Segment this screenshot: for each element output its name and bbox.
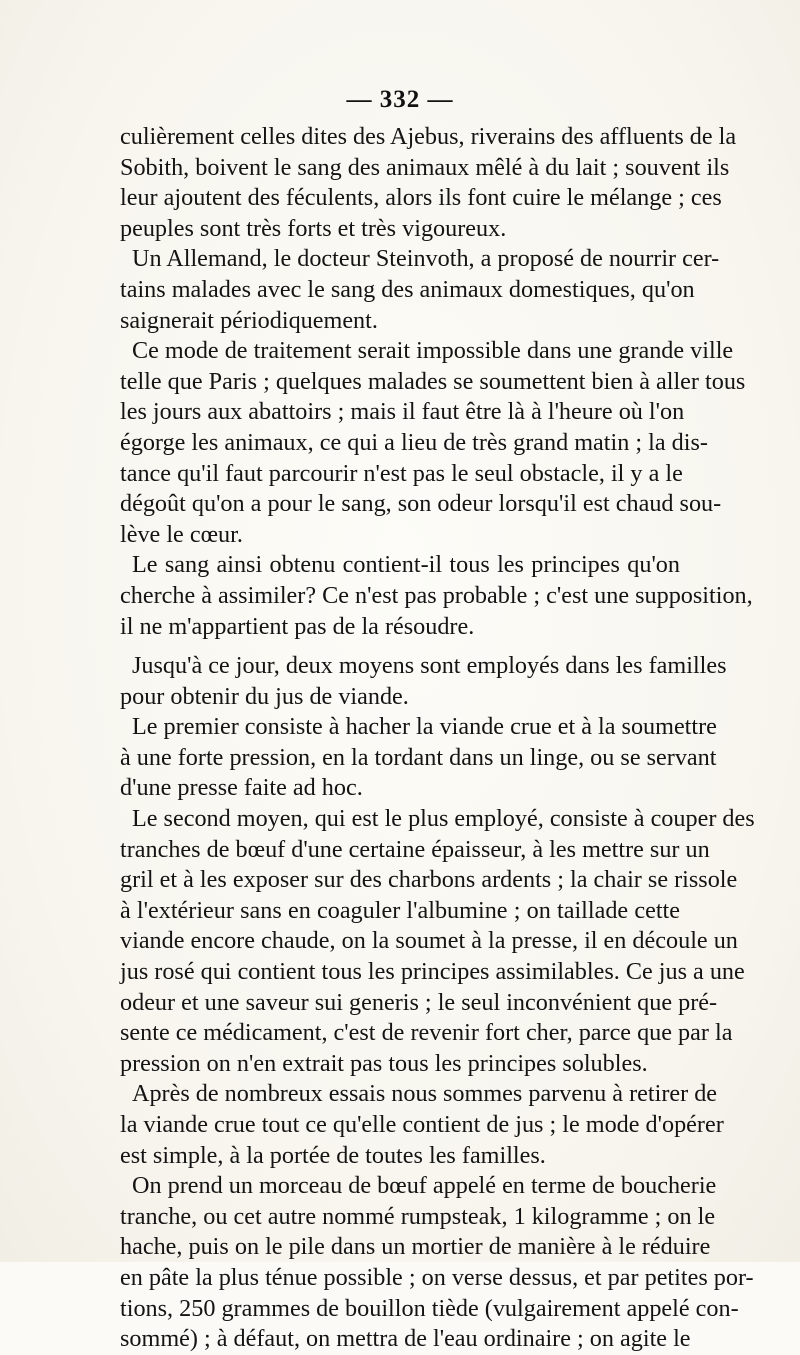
text-line: peuples sont très forts et très vigoureux. [120,214,507,242]
body-text [120,122,755,1355]
text-line: à une forte pression, en la tordant dans un linge, ou se servant [120,743,717,771]
page-number: — 332 — [346,86,454,113]
paragraph [120,336,746,550]
text-line: tranches de bœuf d'une certaine épaisseur, à les mettre sur un [120,835,710,863]
text-line: tions, 250 grammes de bouillon tiède (vulgairement appelé con- [120,1294,739,1322]
text-line: Après de nombreux essais nous sommes parvenu à retirer de [132,1080,718,1108]
text-line: Un Allemand, le docteur Steinvoth, a proposé de nourrir cer- [132,245,720,273]
text-line: en pâte la plus ténue possible ; on verse dessus, et par petites por- [120,1263,754,1291]
text-line: Sobith, boivent le sang des animaux mêlé à du lait ; souvent ils [120,153,730,181]
text-line: égorge les animaux, ce qui a lieu de très grand matin ; la dis- [120,428,708,456]
text-line: Ce mode de traitement serait impossible dans une grande ville [132,337,734,365]
text-line: leur ajoutent des féculents, alors ils font cuire le mélange ; ces [120,184,722,212]
text-line: Le second moyen, qui est le plus employé, consiste à couper des [132,805,755,833]
text-line: dégoût qu'on a pour le sang, son odeur lorsqu'il est chaud sou- [120,490,722,518]
paragraph [120,550,753,642]
text-line: tains malades avec le sang des animaux domestiques, qu'on [120,275,695,303]
text-line: Jusqu'à ce jour, deux moyens sont employés dans les familles [132,652,727,680]
paragraph [120,1171,754,1355]
paragraph [120,651,727,712]
text-line: pression on n'en extrait pas tous les principes solubles. [120,1049,648,1077]
paragraph [120,244,720,336]
text-line: culièrement celles dites des Ajebus, riverains des affluents de la [120,123,737,150]
text-line: sente ce médicament, c'est de revenir fort cher, parce que par la [120,1019,733,1047]
text-line: d'une presse faite ad hoc. [120,774,363,802]
text-line: saignerait périodiquement. [120,306,378,334]
text-line: les jours aux abattoirs ; mais il faut être là à l'heure où l'on [120,398,685,426]
text-line: tance qu'il faut parcourir n'est pas le seul obstacle, il y a le [120,459,683,487]
paragraph [120,122,737,244]
text-line: pour obtenir du jus de viande. [120,682,409,710]
text-line: jus rosé qui contient tous les principes assimilables. Ce jus a une [120,958,745,986]
paragraph [120,804,755,1079]
text-line: la viande crue tout ce qu'elle contient de jus ; le mode d'opérer [120,1111,724,1138]
text-line: tranche, ou cet autre nommé rumpsteak, 1 kilogramme ; on le [120,1202,716,1230]
text-line: Le premier consiste à hacher la viande crue et à la soumettre [132,713,717,741]
text-line: viande encore chaude, on la soumet à la presse, il en découle un [120,927,738,955]
text-line: il ne m'appartient pas de la résoudre. [120,612,475,640]
text-line: cherche à assimiler? Ce n'est pas probable ; c'est une supposition, [120,581,753,609]
paragraph [120,1079,724,1171]
text-line: est simple, à la portée de toutes les familles. [120,1141,546,1169]
paragraph [120,712,717,804]
text-line: hache, puis on le pile dans un mortier de manière à le réduire [120,1233,711,1261]
text-line: sommé) ; à défaut, on mettra de l'eau ordinaire ; on agite le [120,1325,691,1353]
text-line: telle que Paris ; quelques malades se soumettent bien à aller tous [120,367,746,395]
text-line: Le sang ainsi obtenu contient-il tous les principes qu'on [132,551,680,579]
text-line: à l'extérieur sans en coaguler l'albumine ; on taillade cette [120,896,680,924]
text-line: gril et à les exposer sur des charbons ardents ; la chair se rissole [120,866,738,894]
text-line: lève le cœur. [120,520,243,548]
text-line: odeur et une saveur sui generis ; le seul inconvénient que pré- [120,988,718,1016]
text-line: On prend un morceau de bœuf appelé en terme de boucherie [132,1172,717,1200]
